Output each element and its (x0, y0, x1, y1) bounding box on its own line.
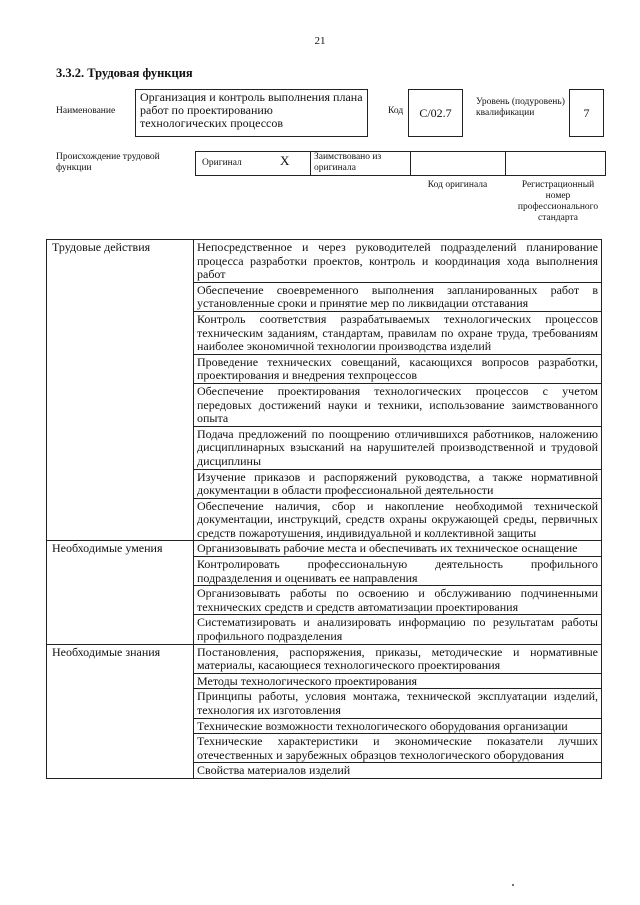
item-cell: Свойства материалов изделий (194, 763, 602, 779)
origin-table (195, 151, 606, 176)
item-cell: Контроль соответствия разрабатываемых технологических процессов техническим заданиям, стандартам, правилам по охране труда, требованиям наиболее экономичной технологии производства изделий (194, 311, 602, 354)
borrowed-label: Заимствовано из оригинала (314, 152, 382, 173)
category-cell: Необходимые умения (47, 541, 194, 644)
name-label: Наименование (56, 106, 116, 116)
item-cell: Организовывать работы по освоению и обслуживанию подчиненными технических средств и средств автоматизации проектирования (194, 586, 602, 615)
table-row (47, 541, 602, 557)
level-label: Уровень (подуровень) квалификации (476, 97, 565, 118)
item-cell: Принципы работы, условия монтажа, технической эксплуатации изделий, технология их изготовления (194, 689, 602, 718)
item-cell: Обеспечение своевременного выполнения запланированных работ в установленные сроки и принятие мер по ликвидации отставания (194, 282, 602, 311)
table-row (47, 644, 602, 673)
item-cell: Технические характеристики и экономические показатели лучших отечественных и зарубежных образцов технологического оборудования (194, 734, 602, 763)
item-cell: Постановления, распоряжения, приказы, методические и нормативные материалы, касающиеся технологического проектирования (194, 644, 602, 673)
item-cell: Систематизировать и анализировать информацию по результатам работы профильного подразделения (194, 615, 602, 644)
item-cell: Непосредственное и через руководителей подразделений планирование процесса разработки проектов, контроль и координация хода выполнения работ (194, 240, 602, 283)
item-cell: Проведение технических совещаний, касающихся вопросов разработки, проектирования и внедрения техпроцессов (194, 354, 602, 383)
original-code-cell (410, 152, 505, 175)
code-original-caption: Код оригинала (427, 180, 488, 190)
level-value: 7 (583, 105, 590, 120)
table-row (47, 240, 602, 283)
category-cell: Необходимые знания (47, 644, 194, 778)
code-box (408, 89, 463, 137)
item-cell: Подача предложений по поощрению отличившихся работников, наложению дисциплинарных взысканий на нарушителей производственной и трудовой дисциплины (194, 426, 602, 469)
code-value: С/02.7 (419, 105, 452, 120)
scan-speck (512, 884, 514, 886)
function-table-body (47, 240, 602, 779)
page-number: 21 (314, 35, 326, 47)
reg-number-cell (505, 152, 605, 175)
original-cell (196, 152, 310, 175)
borrowed-cell (310, 152, 410, 175)
item-cell: Контролировать профессиональную деятельность профильного подразделения и оценивать ее направления (194, 557, 602, 586)
category-cell: Трудовые действия (47, 240, 194, 541)
function-name-box (135, 89, 368, 137)
origin-label: Происхождение трудовой функции (56, 152, 160, 173)
item-cell: Методы технологического проектирования (194, 673, 602, 689)
item-cell: Организовывать рабочие места и обеспечивать их техническое оснащение (194, 541, 602, 557)
function-table (46, 239, 602, 779)
level-box (569, 89, 604, 137)
item-cell: Обеспечение наличия, сбор и накопление необходимой технической документации, инструкций, средств охраны окружающей среды, первичных средств пожаротушения, индивидуальной и коллективной защиты (194, 498, 602, 541)
original-label: Оригинал (202, 158, 242, 168)
reg-number-caption: Регистрационный номер профессионального стандарта (517, 180, 599, 223)
section-title: 3.3.2. Трудовая функция (56, 66, 193, 80)
item-cell: Обеспечение проектирования технологических процессов с учетом передовых достижений науки и техники, использование заимствованного опыта (194, 383, 602, 426)
code-label: Код (388, 106, 404, 116)
item-cell: Технические возможности технологического оборудования организации (194, 718, 602, 734)
item-cell: Изучение приказов и распоряжений руководства, а также нормативной документации в области профессиональной деятельности (194, 469, 602, 498)
function-name-value: Организация и контроль выполнения плана работ по проектированию технологических процессов (140, 90, 363, 130)
original-mark: X (280, 153, 290, 168)
